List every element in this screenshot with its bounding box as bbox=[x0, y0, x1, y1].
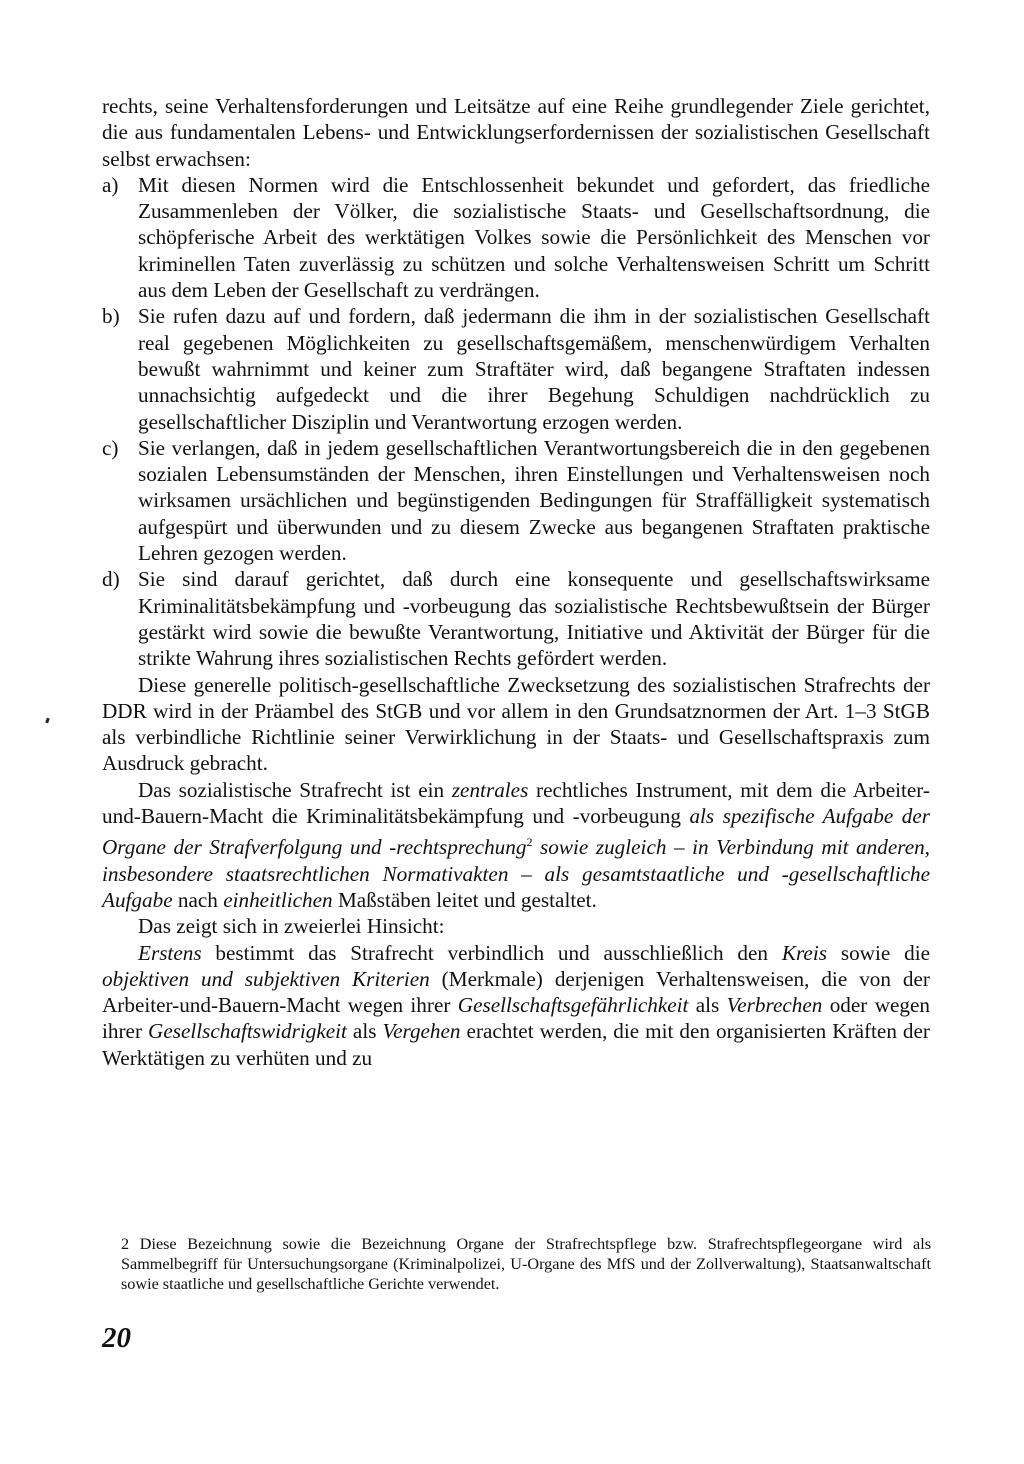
list-item-c bbox=[102, 435, 930, 566]
emphasis: Verbrechen bbox=[726, 993, 823, 1018]
emphasis: sowie zugleich – in Verbindung mit anderen, insbesondere staatsrechtlichen Normativakten – als gesamtstaatliche und -gesellschaftliche Aufgabe bbox=[102, 835, 930, 912]
body-text bbox=[102, 93, 930, 1071]
list-marker: a) bbox=[102, 172, 119, 197]
paragraph-first bbox=[102, 940, 930, 1071]
emphasis: Gesellschaftswidrigkeit bbox=[148, 1019, 347, 1044]
text-run: bestimmt das Strafrecht verbindlich und ausschließlich den bbox=[201, 940, 782, 965]
text-run: (Merkmale) derjenigen Verhaltensweisen, die von der Arbeiter-und-Bauern-Macht wegen ihrer bbox=[102, 966, 930, 1018]
emphasis: einheitlichen bbox=[223, 887, 333, 912]
emphasis: als spezifische Aufgabe der Organe der Strafverfolgung und -rechtsprechung bbox=[102, 804, 931, 860]
emphasis: Kreis bbox=[781, 940, 827, 965]
emphasis: objektiven und subjektiven Kriterien bbox=[102, 966, 430, 991]
scan-speck bbox=[45, 718, 50, 724]
list-item-b bbox=[102, 303, 930, 434]
text-run: oder wegen ihrer bbox=[102, 993, 930, 1044]
text-run: nach bbox=[172, 887, 224, 912]
text-run: als bbox=[346, 1019, 383, 1044]
footnote-reference: 2 bbox=[526, 835, 533, 850]
emphasis: Gesellschaftsgefährlichkeit bbox=[457, 993, 689, 1018]
text-run: Das sozialistische Strafrecht ist ein bbox=[138, 777, 452, 802]
list-marker: b) bbox=[102, 304, 120, 329]
text-run: sowie die bbox=[826, 940, 930, 965]
paragraph-two-aspects: Das zeigt sich in zweierlei Hinsicht: bbox=[138, 914, 445, 939]
list-item-d bbox=[102, 566, 930, 671]
list-marker: c) bbox=[102, 435, 119, 460]
text-run: erachtet werden, die mit den organisierten Kräften der Werktätigen zu verhüten und zu bbox=[102, 1019, 930, 1070]
list-text: Sie rufen dazu auf und fordern, daß jedermann die ihm in der sozialistischen Gesellschaft real gegebenen Möglichkeiten zu gesellschaftsgemäßem, menschenwürdigem Verhalten bewußt wahrnimmt und keiner zum Straftäter wird, daß begangene Straftaten indessen unnachsichtig aufgedeckt und die ihrer Begehung Schuldigen nachdrücklich zu gesellschaftlicher Disziplin und Verantwortung erzogen werden. bbox=[138, 304, 930, 434]
list-marker: d) bbox=[102, 567, 120, 592]
list-text: Mit diesen Normen wird die Entschlossenheit bekundet und gefordert, das friedliche Zusammenleben der Völker, die sozialistische Staats- und Gesellschaftsordnung, die schöpferische Arbeit des werktätigen Volkes sowie die Persönlichkeit des Menschen vor kriminellen Taten zuverlässig zu schützen und solche Verhaltensweisen Schritt um Schritt aus dem Leben der Gesellschaft zu verdrängen. bbox=[138, 172, 930, 303]
page-number: 20 bbox=[102, 1322, 131, 1354]
intro-paragraph: rechts, seine Verhaltensforderungen und Leitsätze auf eine Reihe grundlegender Ziele gerichtet, die aus fundamentalen Lebens- und Entwicklungserfordernissen der sozialistischen Gesellschaft selbst erwachsen: bbox=[102, 94, 930, 171]
paragraph-purpose: Diese generelle politisch-gesellschaftliche Zwecksetzung des sozialistischen Strafrechts der DDR wird in der Präambel des StGB und vor allem in den Grundsatznormen der Art. 1–3 StGB als verbindliche Richtlinie seiner Verwirklichung in der Staats- und Gesellschaftspraxis zum Ausdruck gebracht. bbox=[102, 672, 930, 776]
list-text: Sie verlangen, daß in jedem gesellschaftlichen Verantwortungsbereich die in den gegebenen sozialen Lebensumständen der Menschen, ihren Einstellungen und Verhaltensweisen noch wirksamen ursächlichen und begünstigenden Bedingungen für Straffälligkeit systematisch aufgespürt und überwunden und zu diesem Zwecke aus begangenen Straftaten praktische Lehren gezogen werden. bbox=[138, 435, 930, 566]
footnote: 2 Diese Bezeichnung sowie die Bezeichnung Organe der Strafrechtspflege bzw. Strafrechtspflegeorgane wird als Sammelbegriff für Untersuchungsorgane (Kriminalpolizei, U-Organe des MfS und der Zollverwaltung), Staatsanwaltschaft sowie staatliche und gesellschaftliche Gerichte verwendet. bbox=[121, 1235, 931, 1293]
emphasis: zentrales bbox=[451, 777, 529, 802]
paragraph-instrument bbox=[102, 777, 930, 914]
text-run: Maßstäben leitet und gestaltet. bbox=[332, 887, 597, 912]
emphasis: Vergehen bbox=[382, 1019, 461, 1044]
emphasis: Erstens bbox=[138, 940, 202, 965]
text-run: rechtliches Instrument, mit dem die Arbeiter-und-Bauern-Macht die Kriminalitätsbekämpfung und -vorbeugung bbox=[102, 777, 930, 829]
list-text: Sie sind darauf gerichtet, daß durch eine konsequente und gesellschaftswirksame Kriminalitätsbekämpfung und -vorbeugung das sozialistische Rechtsbewußtsein der Bürger gestärkt wird sowie die bewußte Verantwortung, Initiative und Aktivität der Bürger für die strikte Wahrung ihres sozialistischen Rechts gefördert werden. bbox=[138, 567, 930, 671]
list-item-a bbox=[102, 172, 930, 303]
text-run: als bbox=[688, 993, 727, 1018]
